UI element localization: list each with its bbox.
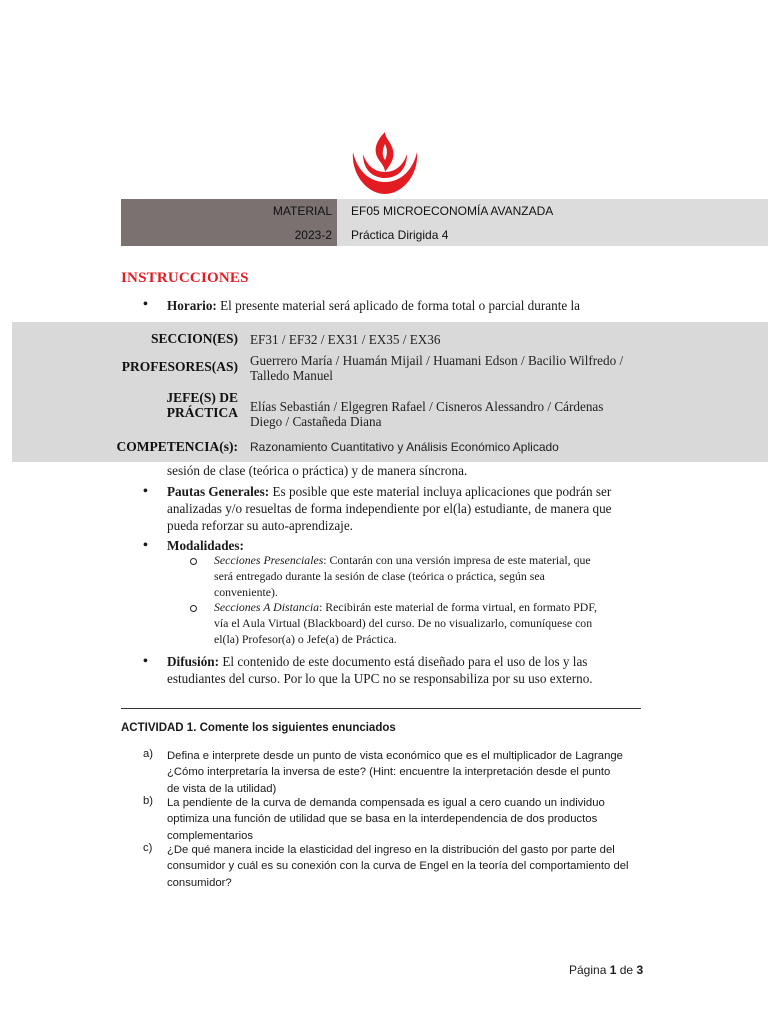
pautas-line2: analizadas y/o resueltas de forma independiente por el(la) estudiante, de manera que: [167, 501, 612, 516]
bullet: •: [143, 484, 148, 499]
modalidades-label-text: Modalidades:: [167, 538, 244, 553]
upc-logo: [349, 130, 421, 196]
competencia-value: Razonamiento Cuantitativo y Análisis Económico Aplicado: [250, 440, 559, 454]
pautas-line1: Es posible que este material incluya aplicaciones que podrán ser: [272, 484, 612, 499]
item-b-line1: La pendiente de la curva de demanda compensada es igual a cero cuando un individuo: [167, 797, 605, 809]
activity-item-b: [167, 795, 647, 844]
footer-of-word: de: [619, 963, 634, 977]
circle-bullet: [190, 558, 197, 565]
pautas-label: Pautas Generales:: [167, 484, 270, 499]
item-letter-c: c): [143, 842, 153, 854]
item-c-line3: consumidor?: [167, 876, 232, 889]
presencial-title: Secciones Presenciales: [214, 553, 324, 567]
horario-text-bottom: sesión de clase (teórica o práctica) y de manera síncrona.: [167, 463, 468, 478]
circle-bullet: [190, 605, 197, 612]
pautas-paragraph: [167, 483, 647, 534]
separator-line: [121, 708, 641, 709]
competencia-label: COMPETENCIA(s):: [116, 439, 238, 454]
distancia-title: Secciones A Distancia: [214, 600, 320, 614]
item-b-line2: optimiza una función de utilidad que se basa en la interdependencia de dos productos: [167, 813, 598, 826]
jefe-line1: Elías Sebastián / Elgegren Rafael / Cisneros Alessandro / Cárdenas: [250, 399, 604, 414]
horario-label: Horario:: [167, 298, 217, 313]
bullet: •: [143, 297, 148, 312]
profesores-line2: Talledo Manuel: [250, 368, 333, 383]
activity-item-a: [167, 748, 647, 797]
item-letter-b: b): [143, 795, 154, 807]
header-course-title: EF05 MICROECONOMÍA AVANZADA: [351, 204, 554, 218]
item-c-line2: consumidor y cuál es su conexión con la curva de Engel en la teoría del comportamiento del: [167, 860, 629, 873]
horario-paragraph-top: [167, 297, 647, 314]
presencial-l1: : Contarán con una versión impresa de este material, que: [323, 553, 591, 567]
footer-total: 3: [636, 963, 644, 977]
secciones-value: EF31 / EF32 / EX31 / EX35 / EX36: [250, 332, 441, 347]
item-b-line3: complementarios: [167, 829, 254, 842]
distancia-l2: vía el Aula Virtual (Blackboard) del curso. De no visualizarlo, comuníquese con: [214, 616, 593, 630]
item-letter-a: a): [143, 748, 154, 760]
jefe-label: [60, 390, 238, 420]
presencial-l3: conveniente).: [214, 585, 278, 599]
header-material-label: MATERIAL: [272, 204, 332, 218]
activity-item-c: [167, 842, 647, 891]
bullet: •: [143, 654, 148, 669]
item-a-line3: de vista de la utilidad): [167, 782, 277, 795]
item-a-line2: ¿Cómo interpretaría la inversa de este? (Hint: encuentre la interpretación desde el punto: [167, 766, 611, 779]
page-footer: [569, 963, 643, 977]
item-a-line1: Defina e interprete desde un punto de vista económico que es el multiplicador de Lagrange: [167, 750, 623, 762]
jefe-label-line2: PRÁCTICA: [166, 405, 238, 420]
header-doc-title: Práctica Dirigida 4: [351, 228, 449, 242]
difusion-line1: El contenido de este documento está diseñado para el uso de los y las: [222, 654, 588, 669]
jefe-label-line1: JEFE(S) DE: [166, 390, 238, 405]
pautas-line3: pueda reforzar su auto-aprendizaje.: [167, 518, 353, 533]
footer-page-word: Página: [569, 963, 607, 977]
horario-text-top: El presente material será aplicado de forma total o parcial durante la: [220, 298, 581, 313]
bullet: •: [143, 538, 148, 553]
distancia-paragraph: [214, 599, 647, 647]
presencial-l2: será entregado durante la sesión de clase (teórica o práctica, según sea: [214, 569, 545, 583]
difusion-line2: estudiantes del curso. Por lo que la UPC no se responsabiliza por su uso externo.: [167, 671, 593, 686]
distancia-l1: : Recibirán este material de forma virtual, en formato PDF,: [319, 600, 597, 614]
activity-title: ACTIVIDAD 1. Comente los siguientes enunciados: [121, 722, 396, 734]
profesores-line1: Guerrero María / Huamán Mijail / Huamani Edson / Bacilio Wilfredo /: [250, 353, 624, 368]
item-c-line1: ¿De qué manera incide la elasticidad del ingreso en la distribución del gasto por parte del: [167, 844, 615, 856]
secciones-label: SECCION(ES): [150, 331, 238, 346]
distancia-l3: el(la) Profesor(a) o Jefe(a) de Práctica.: [214, 632, 397, 646]
header-term: 2023-2: [294, 228, 332, 242]
footer-page-num: 1: [609, 963, 617, 977]
presencial-paragraph: [214, 552, 647, 600]
profesores-label: PROFESORES(AS): [121, 359, 238, 374]
instructions-title: INSTRUCCIONES: [121, 270, 249, 286]
difusion-paragraph: [167, 653, 647, 687]
jefe-line2: Diego / Castañeda Diana: [250, 414, 382, 429]
difusion-label: Difusión:: [167, 654, 220, 669]
